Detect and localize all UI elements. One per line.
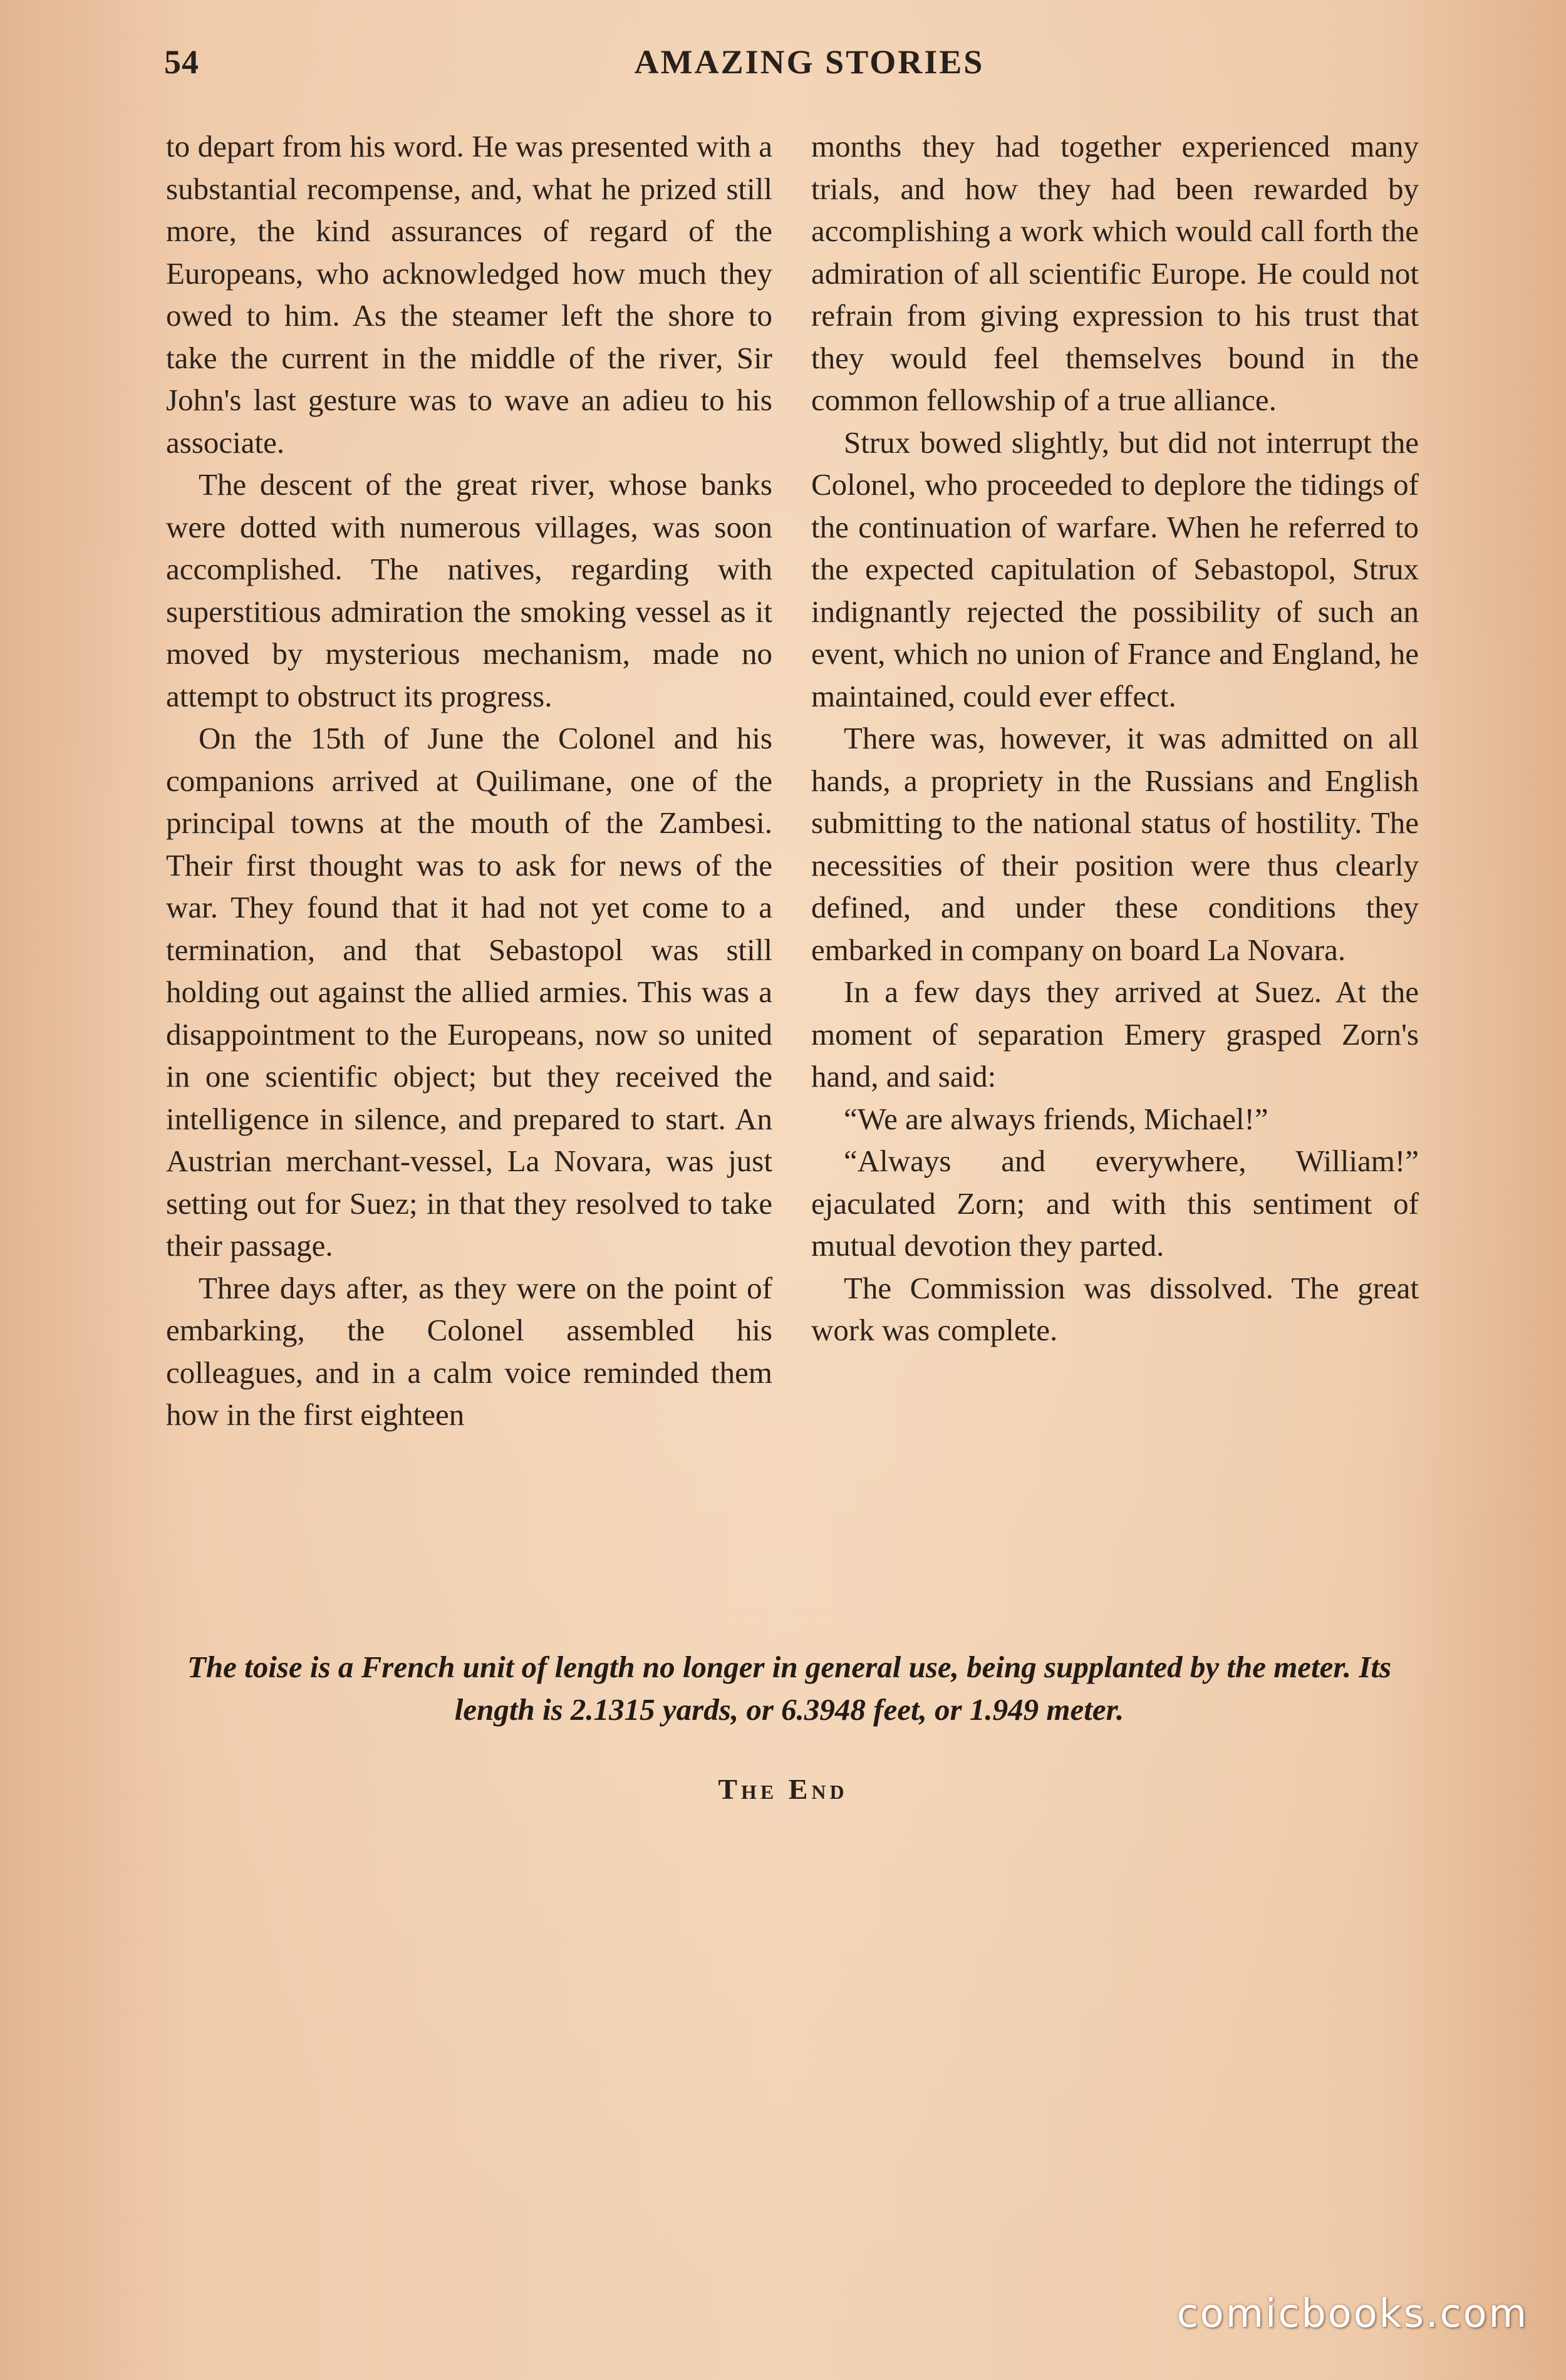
text-columns: [166, 125, 1419, 1641]
paragraph: Three days after, as they were on the point of embarking, the Colonel assembled his colleagues, and in a calm voice reminded them how in the first eighteen: [166, 1270, 772, 1432]
paragraph: to depart from his word. He was presented with a substantial recompense, and, what he prized still more, the kind assurances of regard of the Europeans, who acknowledged how much they owed to him. As the steamer left the shore to take the current in the middle of the river, Sir John's last gesture was to wave an adieu to his associate.: [166, 129, 772, 460]
paragraph: The Commission was dissolved. The great work was complete.: [811, 1270, 1419, 1347]
paragraph: “Always and everywhere, William!” ejaculated Zorn; and with this sentiment of mutual devotion they parted.: [811, 1144, 1419, 1263]
page-header: [164, 43, 1417, 93]
paragraph: months they had together experienced many trials, and how they had been rewarded by accomplishing a work which would call forth the admiration of all scientific Europe. He could not refrain from giving expression to his trust that they would feel themselves bound in the common fellowship of a true alliance.: [811, 129, 1419, 417]
running-head: AMAZING STORIES: [634, 43, 985, 81]
paragraph: In a few days they arrived at Suez. At the moment of separation Emery grasped Zorn's hand, and said:: [811, 975, 1419, 1094]
paragraph: “We are always friends, Michael!”: [844, 1101, 1268, 1136]
paragraph: The descent of the great river, whose banks were dotted with numerous villages, was soon accomplished. The natives, regarding with superstitious admiration the smoking vessel as it moved by mysterious mechanism, made no attempt to obstruct its progress.: [166, 467, 772, 713]
watermark: comicbooks.com: [1176, 2290, 1528, 2336]
left-column: [166, 125, 772, 1436]
paragraph: Strux bowed slightly, but did not interrupt the Colonel, who proceeded to deplore the tidings of the continuation of warfare. When he referred to the expected capitulation of Sebastopol, Strux indignantly rejected the possibility of such an event, which no union of France and England, he maintained, could ever effect.: [811, 425, 1419, 713]
right-column: [811, 125, 1419, 1352]
paragraph: On the 15th of June the Colonel and his companions arrived at Quilimane, one of the principal towns at the mouth of the Zambesi. Their first thought was to ask for news of the war. They found that it had not yet come to a termination, and that Sebastopol was still holding out against the allied armies. This was a disappointment to the Europeans, now so united in one scientific object; but they received the intelligence in silence, and prepared to start. An Austrian merchant-vessel, La Novara, was just setting out for Suez; in that they resolved to take their passage.: [166, 721, 772, 1263]
paragraph: There was, however, it was admitted on all hands, a propriety in the Russians and English submitting to the national status of hostility. The necessities of their position were thus clearly defined, and under these conditions they embarked in company on board La Novara.: [811, 721, 1419, 967]
page-number: 54: [164, 43, 199, 81]
the-end-label: The End: [718, 1773, 848, 1805]
footnote: The toise is a French unit of length no longer in general use, being supplanted by the meter. Its length is 2.1315 yards, or 6.3948 feet, or 1.949 meter.: [187, 1650, 1392, 1727]
